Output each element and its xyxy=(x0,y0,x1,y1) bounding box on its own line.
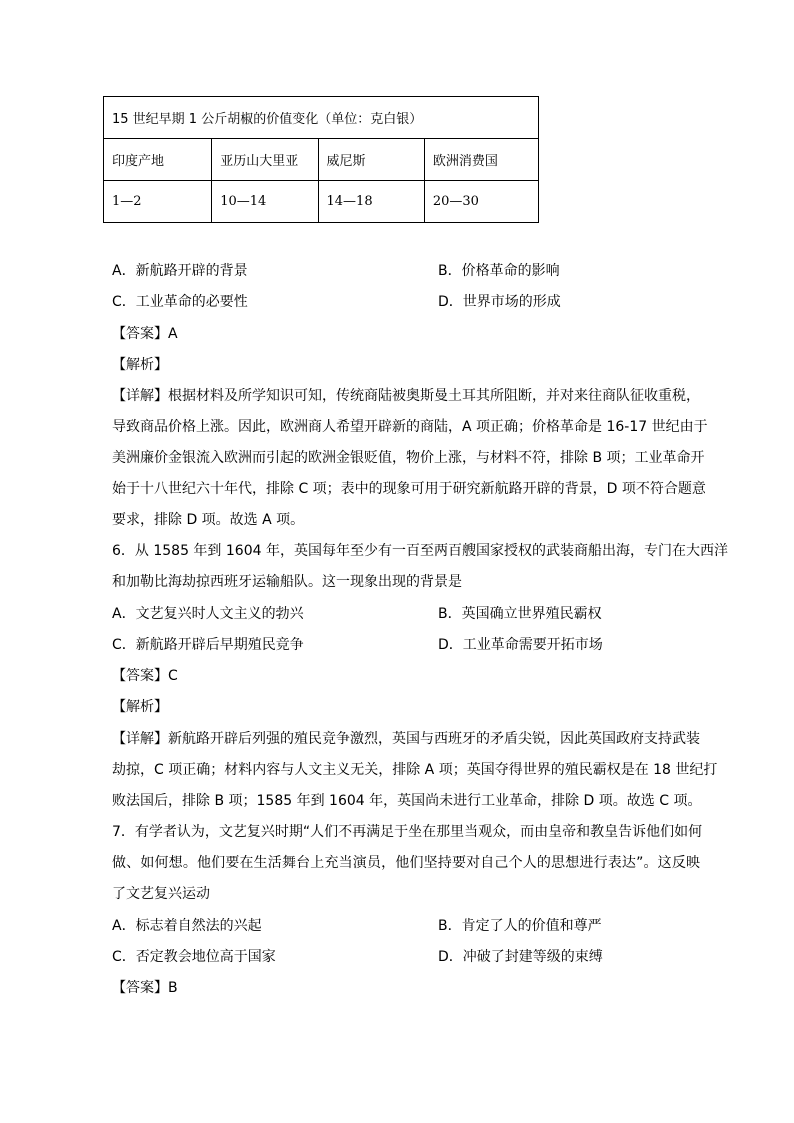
table-value-cell: 10—14 xyxy=(212,181,318,223)
q6-option-d: D．工业革命需要开拓市场 xyxy=(438,637,603,653)
q7-stem-line: 7．有学者认为，文艺复兴时期“人们不再满足于坐在那里当观众，而由皇帝和教皇告诉他们如何 xyxy=(112,824,703,840)
q5-detail-line: 导致商品价格上涨。因此，欧洲商人希望开辟新的商陆，A 项正确；价格革命是 16-17 世纪由于 xyxy=(112,419,708,435)
table-value-cell: 14—18 xyxy=(318,181,424,223)
q6-answer: 【答案】C xyxy=(112,668,178,684)
table-header-cell: 亚历山大里亚 xyxy=(212,139,318,181)
q7-option-c: C．否定教会地位高于国家 xyxy=(112,949,276,965)
q6-stem-line: 和加勒比海劫掠西班牙运输船队。这一现象出现的背景是 xyxy=(112,574,462,590)
q5-answer: 【答案】A xyxy=(112,326,178,342)
q6-option-c: C．新航路开辟后早期殖民竞争 xyxy=(112,637,304,653)
q6-detail-line: 劫掠，C 项正确；材料内容与人文主义无关，排除 A 项；英国夺得世界的殖民霸权是在 18 世纪打 xyxy=(112,762,718,778)
q5-detail-line: 【详解】根据材料及所学知识可知，传统商陆被奥斯曼土耳其所阻断，并对来往商队征收重税， xyxy=(112,388,700,404)
q5-option-a: A．新航路开辟的背景 xyxy=(112,263,248,279)
q7-stem-line: 做、如何想。他们要在生活舞台上充当演员，他们坚持要对自己个人的思想进行表达”。这反映 xyxy=(112,855,700,871)
q5-detail-line: 始于十八世纪六十年代，排除 C 项；表中的现象可用于研究新航路开辟的背景，D 项不符合题意 xyxy=(112,481,706,497)
q6-stem-line: 6．从 1585 年到 1604 年，英国每年至少有一百至两百艘国家授权的武装商船出海，专门在大西洋 xyxy=(112,543,728,559)
table-header-cell: 印度产地 xyxy=(104,139,212,181)
q7-stem-line: 了文艺复兴运动 xyxy=(112,886,210,902)
pepper-price-table xyxy=(103,96,539,223)
table-value-cell: 20—30 xyxy=(424,181,538,223)
q5-analysis-label: 【解析】 xyxy=(112,357,168,373)
q6-detail-line: 【详解】新航路开辟后列强的殖民竞争激烈，英国与西班牙的矛盾尖锐，因此英国政府支持武装 xyxy=(112,731,700,747)
q5-detail-line: 美洲廉价金银流入欧洲而引起的欧洲金银贬值，物价上涨，与材料不符，排除 B 项；工业革命开 xyxy=(112,450,705,466)
q5-option-c: C．工业革命的必要性 xyxy=(112,294,248,310)
q5-option-b: B．价格革命的影响 xyxy=(438,263,560,279)
table-title: 15 世纪早期 1 公斤胡椒的价值变化（单位：克白银） xyxy=(104,97,539,139)
q7-option-b: B．肯定了人的价值和尊严 xyxy=(438,918,602,934)
q5-detail-line: 要求，排除 D 项。故选 A 项。 xyxy=(112,512,305,528)
q6-detail-line: 败法国后，排除 B 项；1585 年到 1604 年，英国尚未进行工业革命，排除 D 项。故选 C 项。 xyxy=(112,793,702,809)
q7-option-a: A．标志着自然法的兴起 xyxy=(112,918,262,934)
table-value-cell: 1—2 xyxy=(104,181,212,223)
q5-option-d: D．世界市场的形成 xyxy=(438,294,561,310)
q7-answer: 【答案】B xyxy=(112,980,178,996)
q6-option-b: B．英国确立世界殖民霸权 xyxy=(438,606,602,622)
table-header-cell: 欧洲消费国 xyxy=(424,139,538,181)
q6-option-a: A．文艺复兴时人文主义的勃兴 xyxy=(112,606,304,622)
q6-analysis-label: 【解析】 xyxy=(112,699,168,715)
q7-option-d: D．冲破了封建等级的束缚 xyxy=(438,949,603,965)
table-header-cell: 威尼斯 xyxy=(318,139,424,181)
